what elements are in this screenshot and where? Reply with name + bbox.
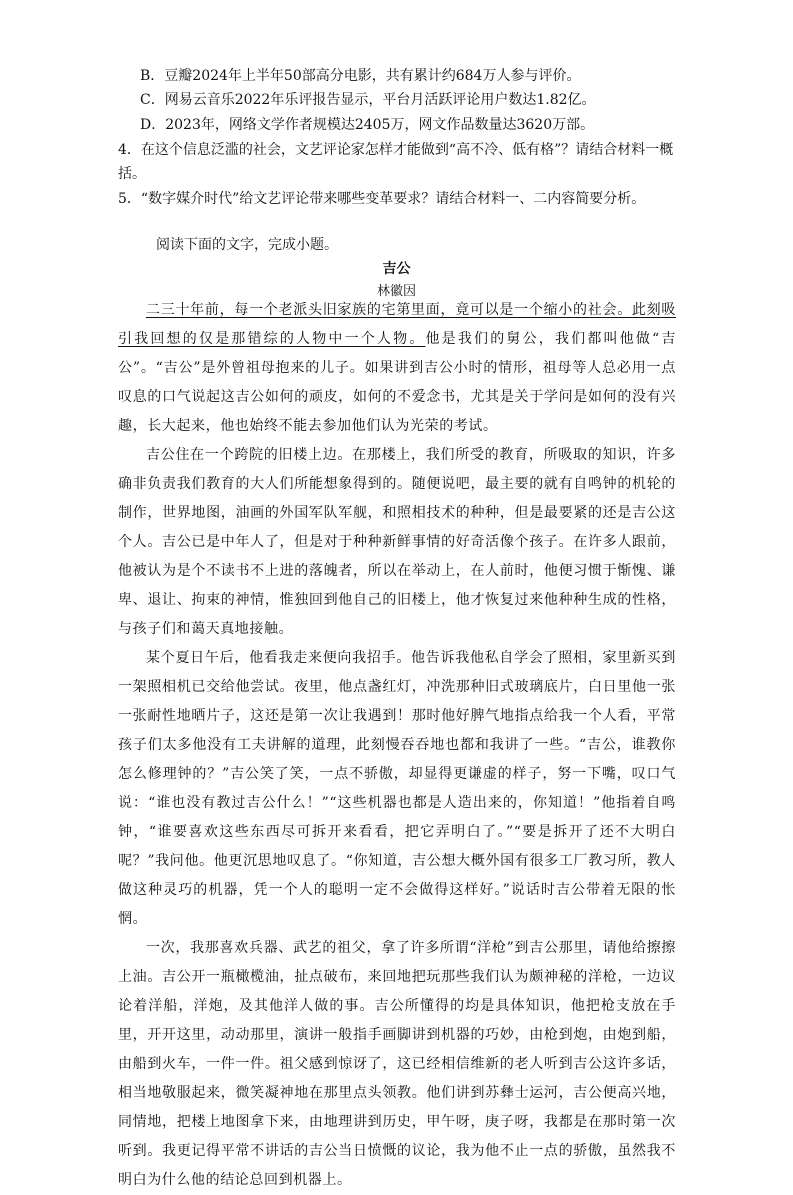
passage-title: 吉公 — [382, 261, 411, 277]
paragraph-1 — [118, 296, 676, 441]
paragraph-4: 一次，我那喜欢兵器、武艺的祖父，拿了许多所谓“洋枪”到吉公那里，请他给擦擦上油。吉公开一瓶橄榄油，扯点破布，来回地把玩那些我们认为颇神秘的洋枪，一边议论着洋船，洋炮，及其他洋人做的事。吉公所懂得的均是具体知识，他把枪支放在手里，开开这里，动动那里，演讲一般指手画脚讲到机器的巧妙，由枪到炮，由炮到船，由船到火车，一件一件。祖父感到惊讶了，这已经相信维新的老人听到吉公这许多话，相当地敬服起来，微笑凝神地在那里点头领教。他们讲到苏彝士运河，吉公便高兴地，同情地，把楼上地图拿下来，由地理讲到历史，甲午呀，庚子呀，我都是在那时第一次听到。我更记得平常不讲话的吉公当日愤慨的议论，我为他不止一点的骄傲，虽然我不明白为什么他的结论总回到机器上。 — [118, 940, 676, 1188]
option-d: D．2023年，网络文学作者规模达2405万，网文作品数量达3620万部。 — [140, 117, 595, 133]
question-4-line-2: 括。 — [118, 166, 146, 182]
passage-author: 林徽因 — [376, 284, 416, 299]
underlined-sentence: 二三十年前，每一个老派头旧家族的宅第里面，竟可以是一个缩小的社会。此刻吸引我回想的仅是那错综的人物中一个人物。 — [118, 302, 676, 347]
question-5: 5．“数字媒介时代”给文艺评论带来哪些变革要求？请结合材料一、二内容简要分析。 — [118, 191, 646, 207]
paragraph-3: 某个夏日午后，他看我走来便向我招手。他告诉我他私自学会了照相，家里新买到一架照相机已交给他尝试。夜里，他点盏红灯，冲洗那种旧式玻璃底片，白日里他一张一张耐性地晒片子，这还是第一次让我遇到！那时他好脾气地指点给我一个人看，平常孩子们太多他没有工夫讲解的道理，此刻慢吞吞地也都和我讲了一些。“吉公，谁教你怎么修理钟的？”吉公笑了笑，一点不骄傲，却显得更谦虚的样子，努一下嘴，叹口气说：“谁也没有教过吉公什么！”“这些机器也都是人造出来的，你知道！”他指着自鸣钟，“谁要喜欢这些东西尽可拆开来看看，把它弄明白了。”“要是拆开了还不大明白呢？”我问他。他更沉思地叹息了。“你知道，吉公想大概外国有很多工厂教习所，教人做这种灵巧的机器，凭一个人的聪明一定不会做得这样好。”说话时吉公带着无限的怅惘。 — [118, 650, 676, 927]
reading-instructions: 阅读下面的文字，完成小题。 — [156, 237, 338, 253]
paragraph-2: 吉公住在一个跨院的旧楼上边。在那楼上，我们所受的教育，所吸取的知识，许多确非负责我们教育的大人们所能想象得到的。随便说吧，最主要的就有自鸣钟的机轮的制作，世界地图，油画的外国军队军舰，和照相技术的种种，但是最要紧的还是吉公这个人。吉公已是中年人了，但是对于种种新鲜事情的好奇活像个孩子。在许多人跟前，他被认为是个不读书不上进的落魄者，所以在举动上，在人前时，他便习惯于惭愧、谦卑、退让、拘束的神情，惟独回到他自己的旧楼上，他才恢复过来他种种生成的性格，与孩子们和蔼天真地接触。 — [118, 447, 676, 637]
passage-body — [118, 296, 676, 1195]
question-4-line-1: 4．在这个信息泛滥的社会，文艺评论家怎样才能做到“高不冷、低有格”？请结合材料一概 — [118, 142, 674, 158]
option-b: B．豆瓣2024年上半年50部高分电影，共有累计约684万人参与评价。 — [140, 68, 581, 84]
paragraph-1-rest: 他是我们的舅公，我们都叫他做“吉公”。“吉公”是外曾祖母抱来的儿子。如果讲到吉公小时的情形，祖母等人总必用一点叹息的口气说起这吉公如何的顽皮，如何的不爱念书，尤其是关于学问是如何的没有兴趣，长大起来，他也始终不能去参加他们认为光荣的考试。 — [118, 331, 676, 434]
option-c: C．网易云音乐2022年乐评报告显示，平台月活跃评论用户数达1.82亿。 — [140, 92, 596, 108]
